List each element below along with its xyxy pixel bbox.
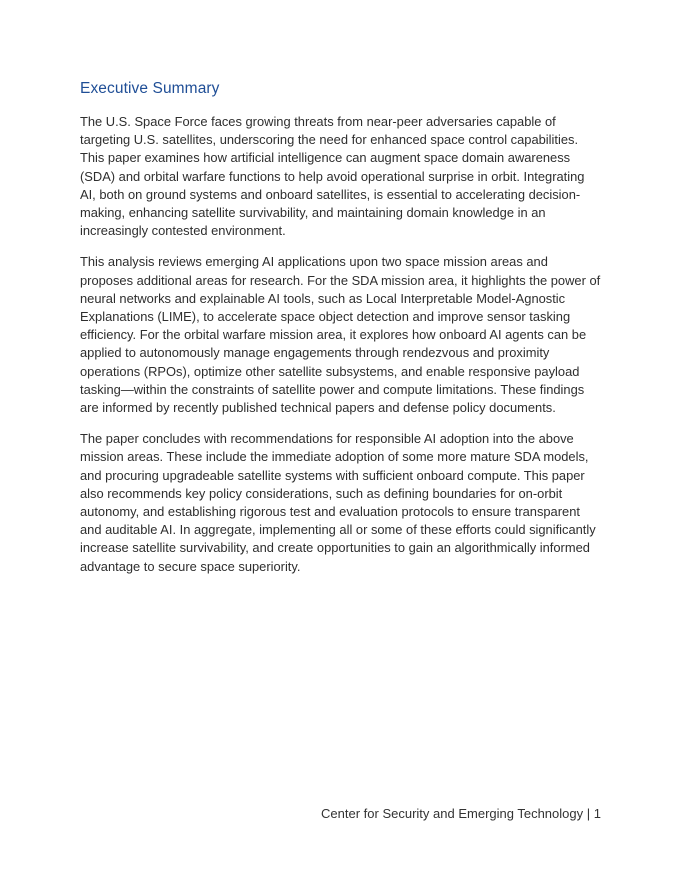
paragraph-3: The paper concludes with recommendations for responsible AI adoption into the above mission areas. These include the immediate adoption of some more mature SDA models, and procuring upgradeable satellite systems with sufficient onboard compute. This paper also recommends key policy considerations, such as defining boundaries for on-orbit autonomy, and establishing rigorous test and evaluation protocols to ensure transparent and auditable AI. In aggregate, implementing all or some of these efforts could significantly increase satellite survivability, and create opportunities to gain an algorithmically informed advantage to secure space superiority. <box>80 431 596 574</box>
section-heading: Executive Summary <box>80 80 220 97</box>
page-footer <box>321 806 601 821</box>
footer-organization: Center for Security and Emerging Technology <box>321 806 584 821</box>
body-text <box>80 113 602 589</box>
paragraph-2: This analysis reviews emerging AI applications upon two space mission areas and proposes additional areas for research. For the SDA mission area, it highlights the power of neural networks and explainable AI tools, such as Local Interpretable Model-Agnostic Explanations (LIME), to accelerate space object detection and improve sensor tasking efficiency. For the orbital warfare mission area, it explores how onboard AI agents can be applied to autonomously manage engagements through rendezvous and proximity operations (RPOs), optimize other satellite subsystems, and enable responsive payload tasking—within the constraints of satellite power and compute limitations. These findings are informed by recently published technical papers and defense policy documents. <box>80 254 601 416</box>
footer-separator: | <box>586 806 591 821</box>
page-number: 1 <box>593 806 601 821</box>
paragraph-1: The U.S. Space Force faces growing threats from near-peer adversaries capable of targeting U.S. satellites, underscoring the need for enhanced space control capabilities. This paper examines how artificial intelligence can augment space domain awareness (SDA) and orbital warfare functions to help avoid operational surprise in orbit. Integrating AI, both on ground systems and onboard satellites, is essential to accelerating decision-making, enhancing satellite survivability, and maintaining domain knowledge in an increasingly contested environment. <box>80 114 585 239</box>
